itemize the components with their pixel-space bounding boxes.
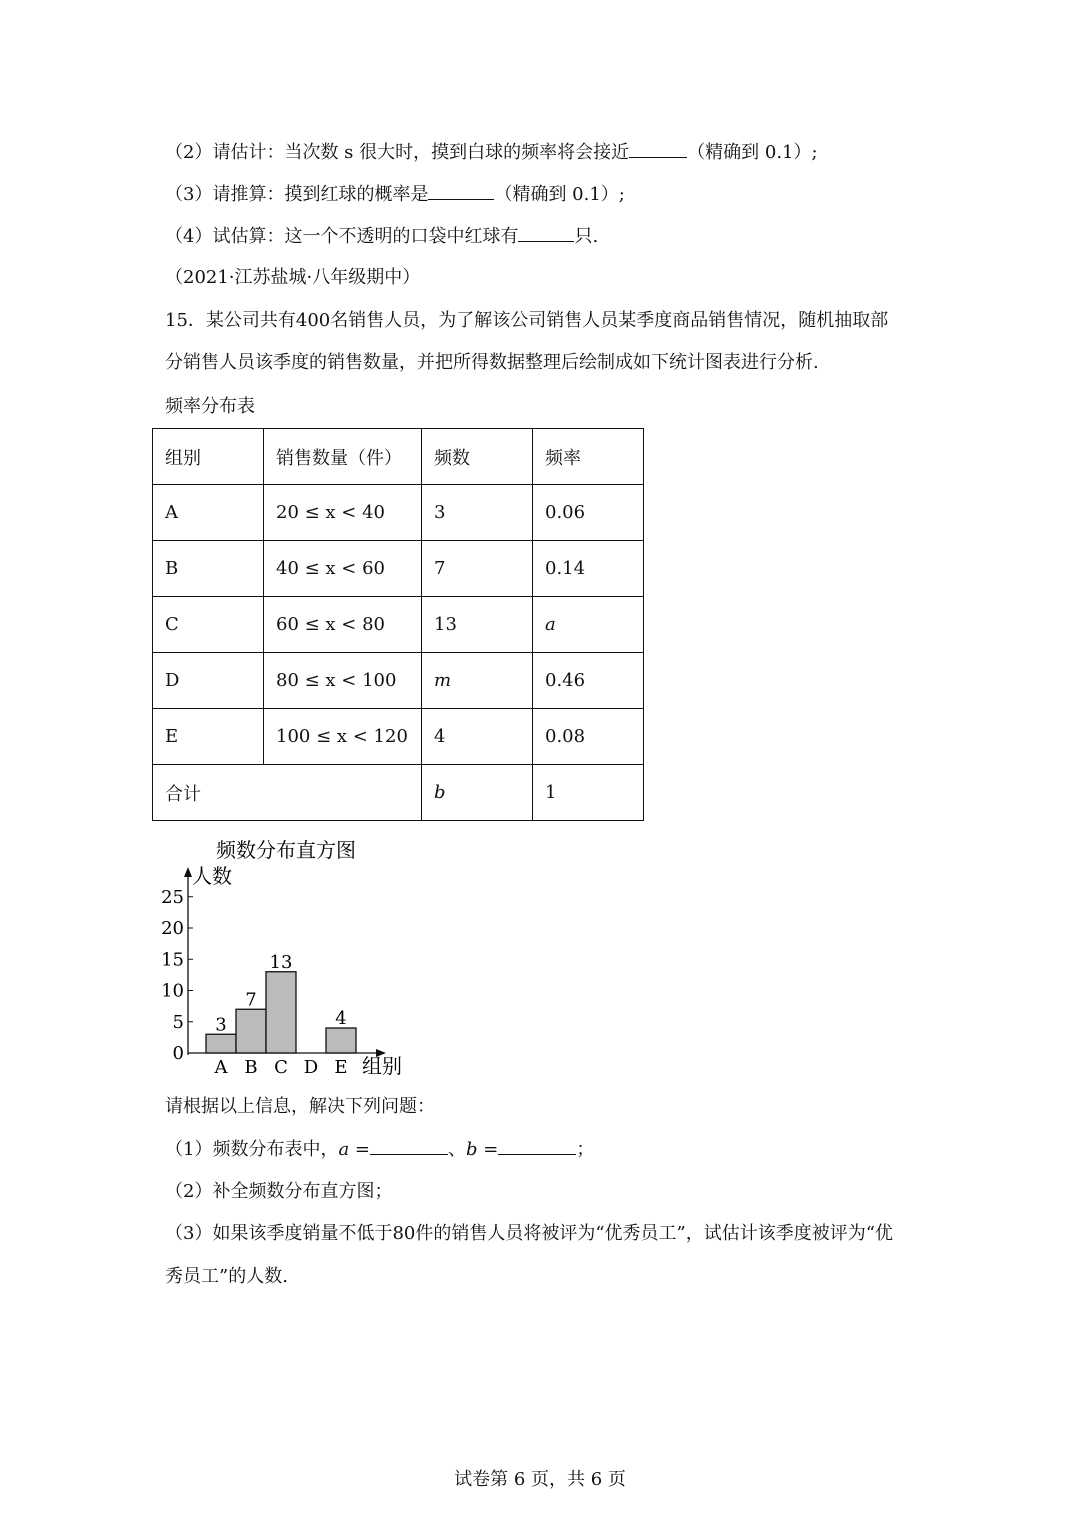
answer-blank-a[interactable] <box>370 1136 448 1155</box>
tasks-intro: 请根据以上信息，解决下列问题： <box>165 1096 435 1117</box>
table-row <box>153 653 644 709</box>
chart-title: 频数分布直方图 <box>216 838 356 862</box>
table-cell: 20 ≤ x < 40 <box>264 485 422 541</box>
table-cell: 40 ≤ x < 60 <box>264 541 422 597</box>
x-tick-label: D <box>303 1057 319 1078</box>
table-header: 频率 <box>533 429 644 485</box>
data-label-B: 7 <box>245 989 257 1011</box>
table-cell: m <box>422 653 533 709</box>
y-tick-label: 20 <box>161 918 184 939</box>
histogram-chart <box>150 835 440 1085</box>
table-header: 销售数量（件） <box>264 429 422 485</box>
table-cell: 60 ≤ x < 80 <box>264 597 422 653</box>
problem-15-line1: 15．某公司共有400名销售人员，为了解该公司销售人员某季度商品销售情况，随机抽取部 <box>165 310 889 331</box>
answer-blank[interactable] <box>629 139 687 158</box>
table-cell: 13 <box>422 597 533 653</box>
question-2: （2）请估计：当次数 s 很大时，摸到白球的频率将会接近 （精确到 0.1）; <box>165 139 818 166</box>
table-row <box>153 597 644 653</box>
data-label-C: 13 <box>269 951 293 973</box>
x-tick-label: E <box>334 1057 348 1078</box>
page-footer: 试卷第 6 页，共 6 页 <box>454 1469 626 1490</box>
task-1: （1）频数分布表中，a = 、b = ； <box>165 1136 594 1163</box>
data-label-E: 4 <box>335 1008 347 1029</box>
x-tick-label: A <box>214 1057 228 1078</box>
table-cell: B <box>153 541 264 597</box>
task-3-line2: 秀员工”的人数. <box>165 1266 288 1287</box>
table-cell: C <box>153 597 264 653</box>
table-cell: 7 <box>422 541 533 597</box>
answer-blank[interactable] <box>518 223 574 242</box>
table-row <box>153 485 644 541</box>
table-cell: 100 ≤ x < 120 <box>264 709 422 765</box>
bar-B <box>236 1009 266 1053</box>
answer-blank-b[interactable] <box>498 1136 576 1155</box>
y-tick-label: 5 <box>172 1011 184 1033</box>
table-cell: 0.46 <box>533 653 644 709</box>
bar-E <box>326 1028 356 1053</box>
table-cell: 80 ≤ x < 100 <box>264 653 422 709</box>
table-cell: 0.06 <box>533 485 644 541</box>
x-axis-label: 组别 <box>362 1054 402 1078</box>
task-2: （2）补全频数分布直方图； <box>165 1181 393 1202</box>
bar-C <box>266 972 296 1053</box>
task-3-line1: （3）如果该季度销量不低于80件的销售人员将被评为“优秀员工”，试估计该季度被评为“优 <box>165 1223 893 1244</box>
table-cell: E <box>153 709 264 765</box>
bar-A <box>206 1034 236 1053</box>
table-row <box>153 541 644 597</box>
table-total-row <box>153 765 644 821</box>
y-tick-label: 10 <box>161 980 184 1002</box>
table-cell: D <box>153 653 264 709</box>
table-cell: b <box>422 765 533 821</box>
table-row <box>153 709 644 765</box>
table-cell: 0.08 <box>533 709 644 765</box>
table-cell: A <box>153 485 264 541</box>
table-title: 频率分布表 <box>165 396 255 417</box>
table-header-row <box>153 429 644 485</box>
source-note: （2021·江苏盐城·八年级期中） <box>165 267 421 288</box>
frequency-table <box>152 428 644 821</box>
table-cell: 3 <box>422 485 533 541</box>
y-tick-label: 0 <box>172 1043 184 1064</box>
y-tick-label: 15 <box>161 949 184 971</box>
table-header: 频数 <box>422 429 533 485</box>
y-tick-label: 25 <box>161 886 184 908</box>
table-cell: 1 <box>533 765 644 821</box>
problem-15-line2: 分销售人员该季度的销售数量，并把所得数据整理后绘制成如下统计图表进行分析. <box>165 352 819 373</box>
table-cell: 合计 <box>153 765 422 821</box>
answer-blank[interactable] <box>428 181 494 200</box>
question-3: （3）请推算：摸到红球的概率是 （精确到 0.1）; <box>165 181 625 208</box>
table-cell: 4 <box>422 709 533 765</box>
table-cell: 0.14 <box>533 541 644 597</box>
x-tick-label: B <box>244 1057 258 1078</box>
y-axis-arrow <box>184 867 192 877</box>
table-header: 组别 <box>153 429 264 485</box>
x-tick-label: C <box>274 1057 288 1078</box>
data-label-A: 3 <box>215 1014 227 1036</box>
y-axis-label: 人数 <box>192 864 232 888</box>
table-cell: a <box>533 597 644 653</box>
question-4: （4）试估算：这一个不透明的口袋中红球有 只. <box>165 223 598 250</box>
